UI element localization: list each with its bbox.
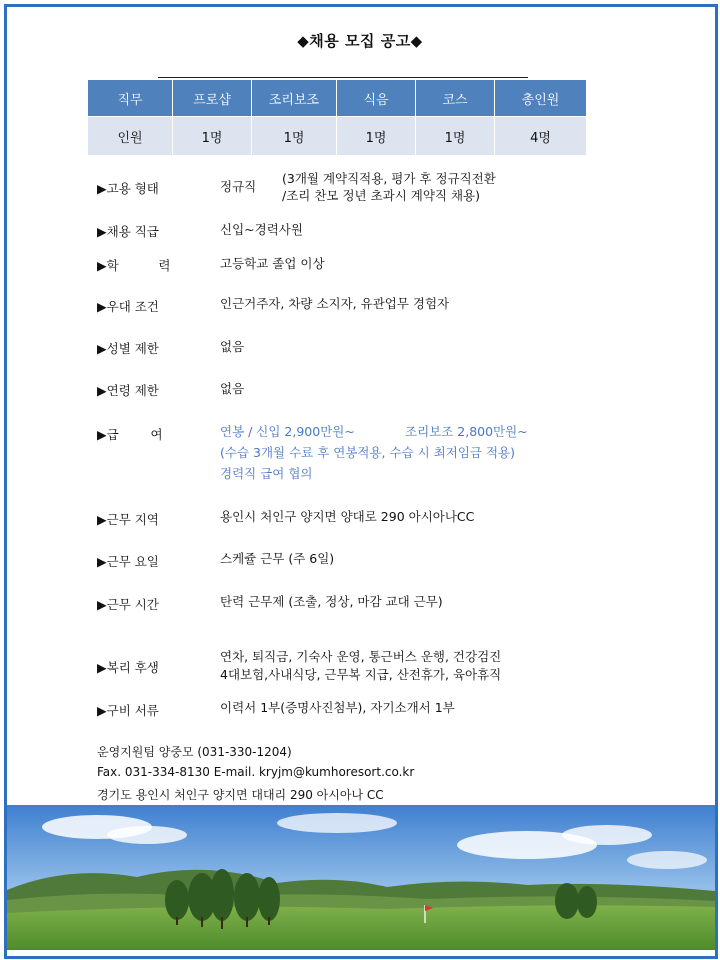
rank-value: 신입~경력사원 xyxy=(220,222,303,237)
table-header-cell: 조리보조 xyxy=(252,80,337,117)
gender-label: ▶성별 제한 xyxy=(97,341,159,356)
location-value: 용인시 처인구 양지면 양대로 290 아시아나CC xyxy=(220,509,475,524)
page-title: ◆채용 모집 공고◆ xyxy=(297,32,423,50)
education-value: 고등학교 졸업 이상 xyxy=(220,256,325,271)
table-header-cell: 프로샵 xyxy=(173,80,252,117)
table-cell: 1명 xyxy=(337,117,416,156)
employment-type-label: ▶고용 형태 xyxy=(97,181,159,196)
golf-course-illustration xyxy=(7,805,715,950)
table-header-cell: 총인원 xyxy=(495,80,587,117)
preference-value: 인근거주자, 차량 소지자, 유관업무 경험자 xyxy=(220,296,450,311)
worktime-value: 탄력 근무제 (조출, 정상, 마감 교대 근무) xyxy=(220,594,443,609)
age-value: 없음 xyxy=(220,381,245,396)
golf-course-image xyxy=(7,805,715,950)
table-cell: 1명 xyxy=(416,117,495,156)
gender-value: 없음 xyxy=(220,339,245,354)
contact-person: 운영지원팀 양중모 (031-330-1204) xyxy=(97,745,292,759)
salary-cook-assistant: 조리보조 2,800만원~ xyxy=(405,424,528,439)
table-row xyxy=(88,117,586,156)
worktime-label: ▶근무 시간 xyxy=(97,597,159,612)
workday-value: 스케쥴 근무 (주 6일) xyxy=(220,551,335,566)
welfare-label: ▶복리 후생 xyxy=(97,660,159,675)
contact-address: 경기도 용인시 처인구 양지면 대대리 290 아시아나 CC xyxy=(97,788,384,802)
table-header-row xyxy=(88,80,586,117)
preference-label: ▶우대 조건 xyxy=(97,299,159,314)
workday-label: ▶근무 요일 xyxy=(97,554,159,569)
table-header-cell: 직무 xyxy=(88,80,173,117)
table-cell: 1명 xyxy=(252,117,337,156)
employment-type-value: 정규직 xyxy=(220,179,257,194)
documents-label: ▶구비 서류 xyxy=(97,703,159,718)
employment-type-note-2: /조리 찬모 정년 초과시 계약직 채용) xyxy=(282,188,481,203)
salary-label: ▶급 여 xyxy=(97,427,163,442)
contact-fax-email: Fax. 031-334-8130 E-mail. kryjm@kumhoresort.co.kr xyxy=(97,765,415,779)
table-cell: 4명 xyxy=(495,117,587,156)
education-label: ▶학 력 xyxy=(97,258,171,273)
table-header-cell: 식음 xyxy=(337,80,416,117)
welfare-line-1: 연차, 퇴직금, 기숙사 운영, 통근버스 운행, 건강검진 xyxy=(220,649,502,664)
positions-table xyxy=(88,80,586,155)
location-label: ▶근무 지역 xyxy=(97,512,159,527)
title-divider xyxy=(158,77,528,78)
table-cell: 1명 xyxy=(173,117,252,156)
table-cell: 인원 xyxy=(88,117,173,156)
documents-value: 이력서 1부(증명사진첨부), 자기소개서 1부 xyxy=(220,700,455,715)
rank-label: ▶채용 직급 xyxy=(97,224,159,239)
salary-experienced-note: 경력직 급여 협의 xyxy=(220,466,313,481)
salary-probation-note: (수습 3개월 수료 후 연봉적용, 수습 시 최저임금 적용) xyxy=(220,445,515,460)
table-header-cell: 코스 xyxy=(416,80,495,117)
age-label: ▶연령 제한 xyxy=(97,383,159,398)
salary-new-hire: 연봉 / 신입 2,900만원~ xyxy=(220,424,355,439)
employment-type-note-1: (3개월 계약직적용, 평가 후 정규직전환 xyxy=(282,171,496,186)
welfare-line-2: 4대보험,사내식당, 근무복 지급, 산전휴가, 육아휴직 xyxy=(220,667,502,682)
